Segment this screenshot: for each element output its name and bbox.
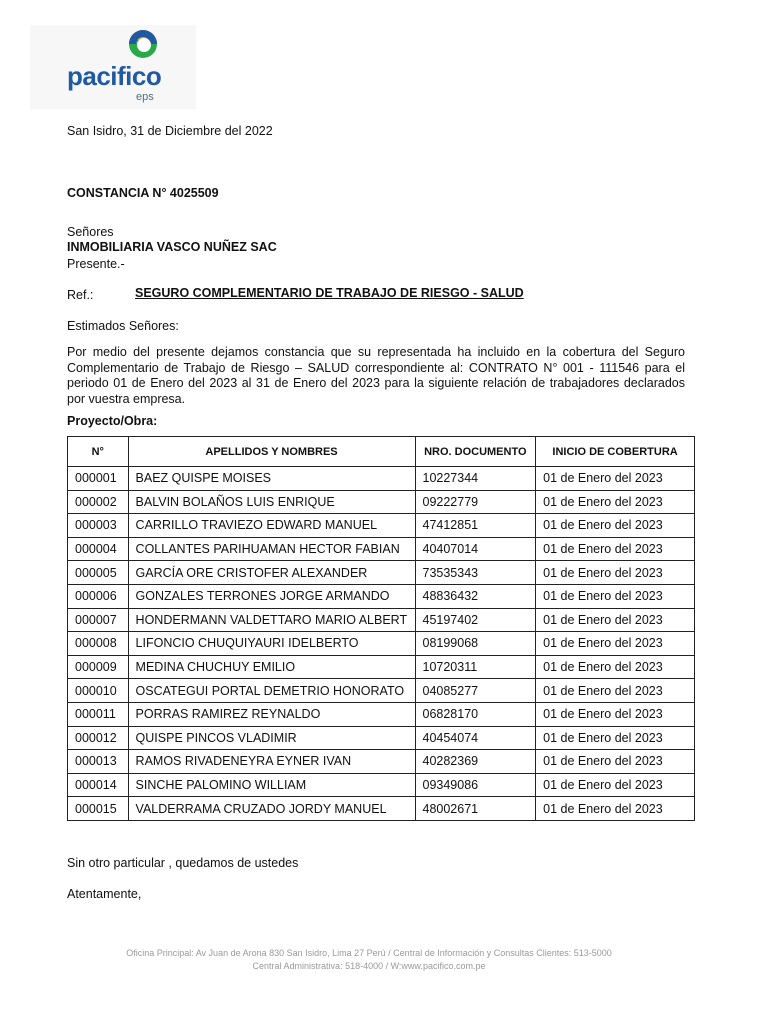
cell-name: QUISPE PINCOS VLADIMIR: [128, 726, 415, 750]
cell-coverage-start: 01 de Enero del 2023: [536, 797, 695, 821]
cell-name: GONZALES TERRONES JORGE ARMANDO: [128, 584, 415, 608]
footer-contact: Central Administrativa: 518-4000 / W:www.pacifico.com.pe: [252, 961, 486, 971]
cell-document: 09349086: [415, 773, 536, 797]
cell-document: 08199068: [415, 632, 536, 656]
pacifico-logo-icon: [126, 28, 160, 60]
ref-subject: SEGURO COMPLEMENTARIO DE TRABAJO DE RIESGO - SALUD: [135, 286, 524, 300]
cell-document: 10720311: [415, 655, 536, 679]
cell-name: OSCATEGUI PORTAL DEMETRIO HONORATO: [128, 679, 415, 703]
table-row: [68, 561, 695, 585]
table-header-row: [68, 437, 695, 467]
cell-number: 000015: [68, 797, 129, 821]
cell-number: 000011: [68, 702, 129, 726]
cell-number: 000005: [68, 561, 129, 585]
cell-number: 000006: [68, 584, 129, 608]
cell-document: 40454074: [415, 726, 536, 750]
table-row: [68, 608, 695, 632]
cell-coverage-start: 01 de Enero del 2023: [536, 490, 695, 514]
table-row: [68, 655, 695, 679]
cell-document: 40407014: [415, 537, 536, 561]
logo-wordmark: pacifico: [67, 61, 162, 91]
table-row: [68, 514, 695, 538]
cell-document: 45197402: [415, 608, 536, 632]
cell-coverage-start: 01 de Enero del 2023: [536, 726, 695, 750]
header-document: NRO. DOCUMENTO: [415, 437, 536, 467]
project-label: Proyecto/Obra:: [67, 414, 158, 428]
cell-name: BALVIN BOLAÑOS LUIS ENRIQUE: [128, 490, 415, 514]
cell-number: 000012: [68, 726, 129, 750]
cell-coverage-start: 01 de Enero del 2023: [536, 679, 695, 703]
table-row: [68, 726, 695, 750]
cell-coverage-start: 01 de Enero del 2023: [536, 655, 695, 679]
table-row: [68, 467, 695, 491]
header-coverage-start: INICIO DE COBERTURA: [536, 437, 695, 467]
footer-address: Oficina Principal: Av Juan de Arona 830 San Isidro, Lima 27 Perú / Central de Información y Consultas Clientes: 513-5000: [126, 948, 612, 958]
closing-line: Sin otro particular , quedamos de ustedes: [67, 856, 299, 870]
recipient-company: INMOBILIARIA VASCO NUÑEZ SAC: [67, 240, 277, 254]
cell-number: 000010: [68, 679, 129, 703]
cell-coverage-start: 01 de Enero del 2023: [536, 561, 695, 585]
cell-number: 000014: [68, 773, 129, 797]
cell-number: 000002: [68, 490, 129, 514]
presente-text: Presente.-: [67, 257, 125, 271]
constancia-number: CONSTANCIA N° 4025509: [67, 186, 219, 200]
table-row: [68, 750, 695, 774]
cell-document: 47412851: [415, 514, 536, 538]
table-row: [68, 797, 695, 821]
cell-coverage-start: 01 de Enero del 2023: [536, 608, 695, 632]
cell-name: BAEZ QUISPE MOISES: [128, 467, 415, 491]
table-row: [68, 632, 695, 656]
table-row: [68, 537, 695, 561]
cell-document: 48836432: [415, 584, 536, 608]
header-names: APELLIDOS Y NOMBRES: [128, 437, 415, 467]
cell-name: MEDINA CHUCHUY EMILIO: [128, 655, 415, 679]
cell-name: CARRILLO TRAVIEZO EDWARD MANUEL: [128, 514, 415, 538]
cell-number: 000009: [68, 655, 129, 679]
cell-name: VALDERRAMA CRUZADO JORDY MANUEL: [128, 797, 415, 821]
body-paragraph: Por medio del presente dejamos constancia que su representada ha incluido en la cobertura del Seguro Complementario de Trabajo de Riesgo – SALUD correspondiente al: CONTRATO N° 001 - 111546 para el periodo 01 de Enero del 2023 al 31 de Enero del 2023 para la siguiente relación de trabajadores declarados por vuestra empresa.: [67, 345, 685, 406]
company-logo: [30, 25, 196, 109]
cell-coverage-start: 01 de Enero del 2023: [536, 514, 695, 538]
cell-coverage-start: 01 de Enero del 2023: [536, 773, 695, 797]
cell-name: RAMOS RIVADENEYRA EYNER IVAN: [128, 750, 415, 774]
cell-document: 48002671: [415, 797, 536, 821]
table-row: [68, 584, 695, 608]
place-date: San Isidro, 31 de Diciembre del 2022: [67, 124, 273, 138]
cell-number: 000013: [68, 750, 129, 774]
cell-coverage-start: 01 de Enero del 2023: [536, 750, 695, 774]
cell-document: 10227344: [415, 467, 536, 491]
cell-document: 06828170: [415, 702, 536, 726]
cell-document: 40282369: [415, 750, 536, 774]
greeting: Estimados Señores:: [67, 319, 179, 333]
cell-number: 000001: [68, 467, 129, 491]
cell-coverage-start: 01 de Enero del 2023: [536, 537, 695, 561]
cell-coverage-start: 01 de Enero del 2023: [536, 467, 695, 491]
cell-name: LIFONCIO CHUQUIYAURI IDELBERTO: [128, 632, 415, 656]
closing-signoff: Atentamente,: [67, 887, 142, 901]
cell-document: 09222779: [415, 490, 536, 514]
cell-coverage-start: 01 de Enero del 2023: [536, 702, 695, 726]
header-number: N°: [68, 437, 129, 467]
cell-name: PORRAS RAMIREZ REYNALDO: [128, 702, 415, 726]
cell-number: 000007: [68, 608, 129, 632]
cell-number: 000003: [68, 514, 129, 538]
table-row: [68, 490, 695, 514]
coverage-table: [67, 436, 695, 821]
cell-document: 73535343: [415, 561, 536, 585]
logo-subtitle: eps: [136, 91, 154, 103]
table-row: [68, 773, 695, 797]
cell-name: COLLANTES PARIHUAMAN HECTOR FABIAN: [128, 537, 415, 561]
cell-document: 04085277: [415, 679, 536, 703]
cell-number: 000008: [68, 632, 129, 656]
cell-name: SINCHE PALOMINO WILLIAM: [128, 773, 415, 797]
table-body: [68, 467, 695, 821]
cell-name: HONDERMANN VALDETTARO MARIO ALBERT: [128, 608, 415, 632]
cell-coverage-start: 01 de Enero del 2023: [536, 632, 695, 656]
ref-label: Ref.:: [67, 288, 94, 302]
table-row: [68, 702, 695, 726]
cell-coverage-start: 01 de Enero del 2023: [536, 584, 695, 608]
table-row: [68, 679, 695, 703]
cell-name: GARCÍA ORE CRISTOFER ALEXANDER: [128, 561, 415, 585]
cell-number: 000004: [68, 537, 129, 561]
salutation: Señores: [67, 225, 114, 239]
